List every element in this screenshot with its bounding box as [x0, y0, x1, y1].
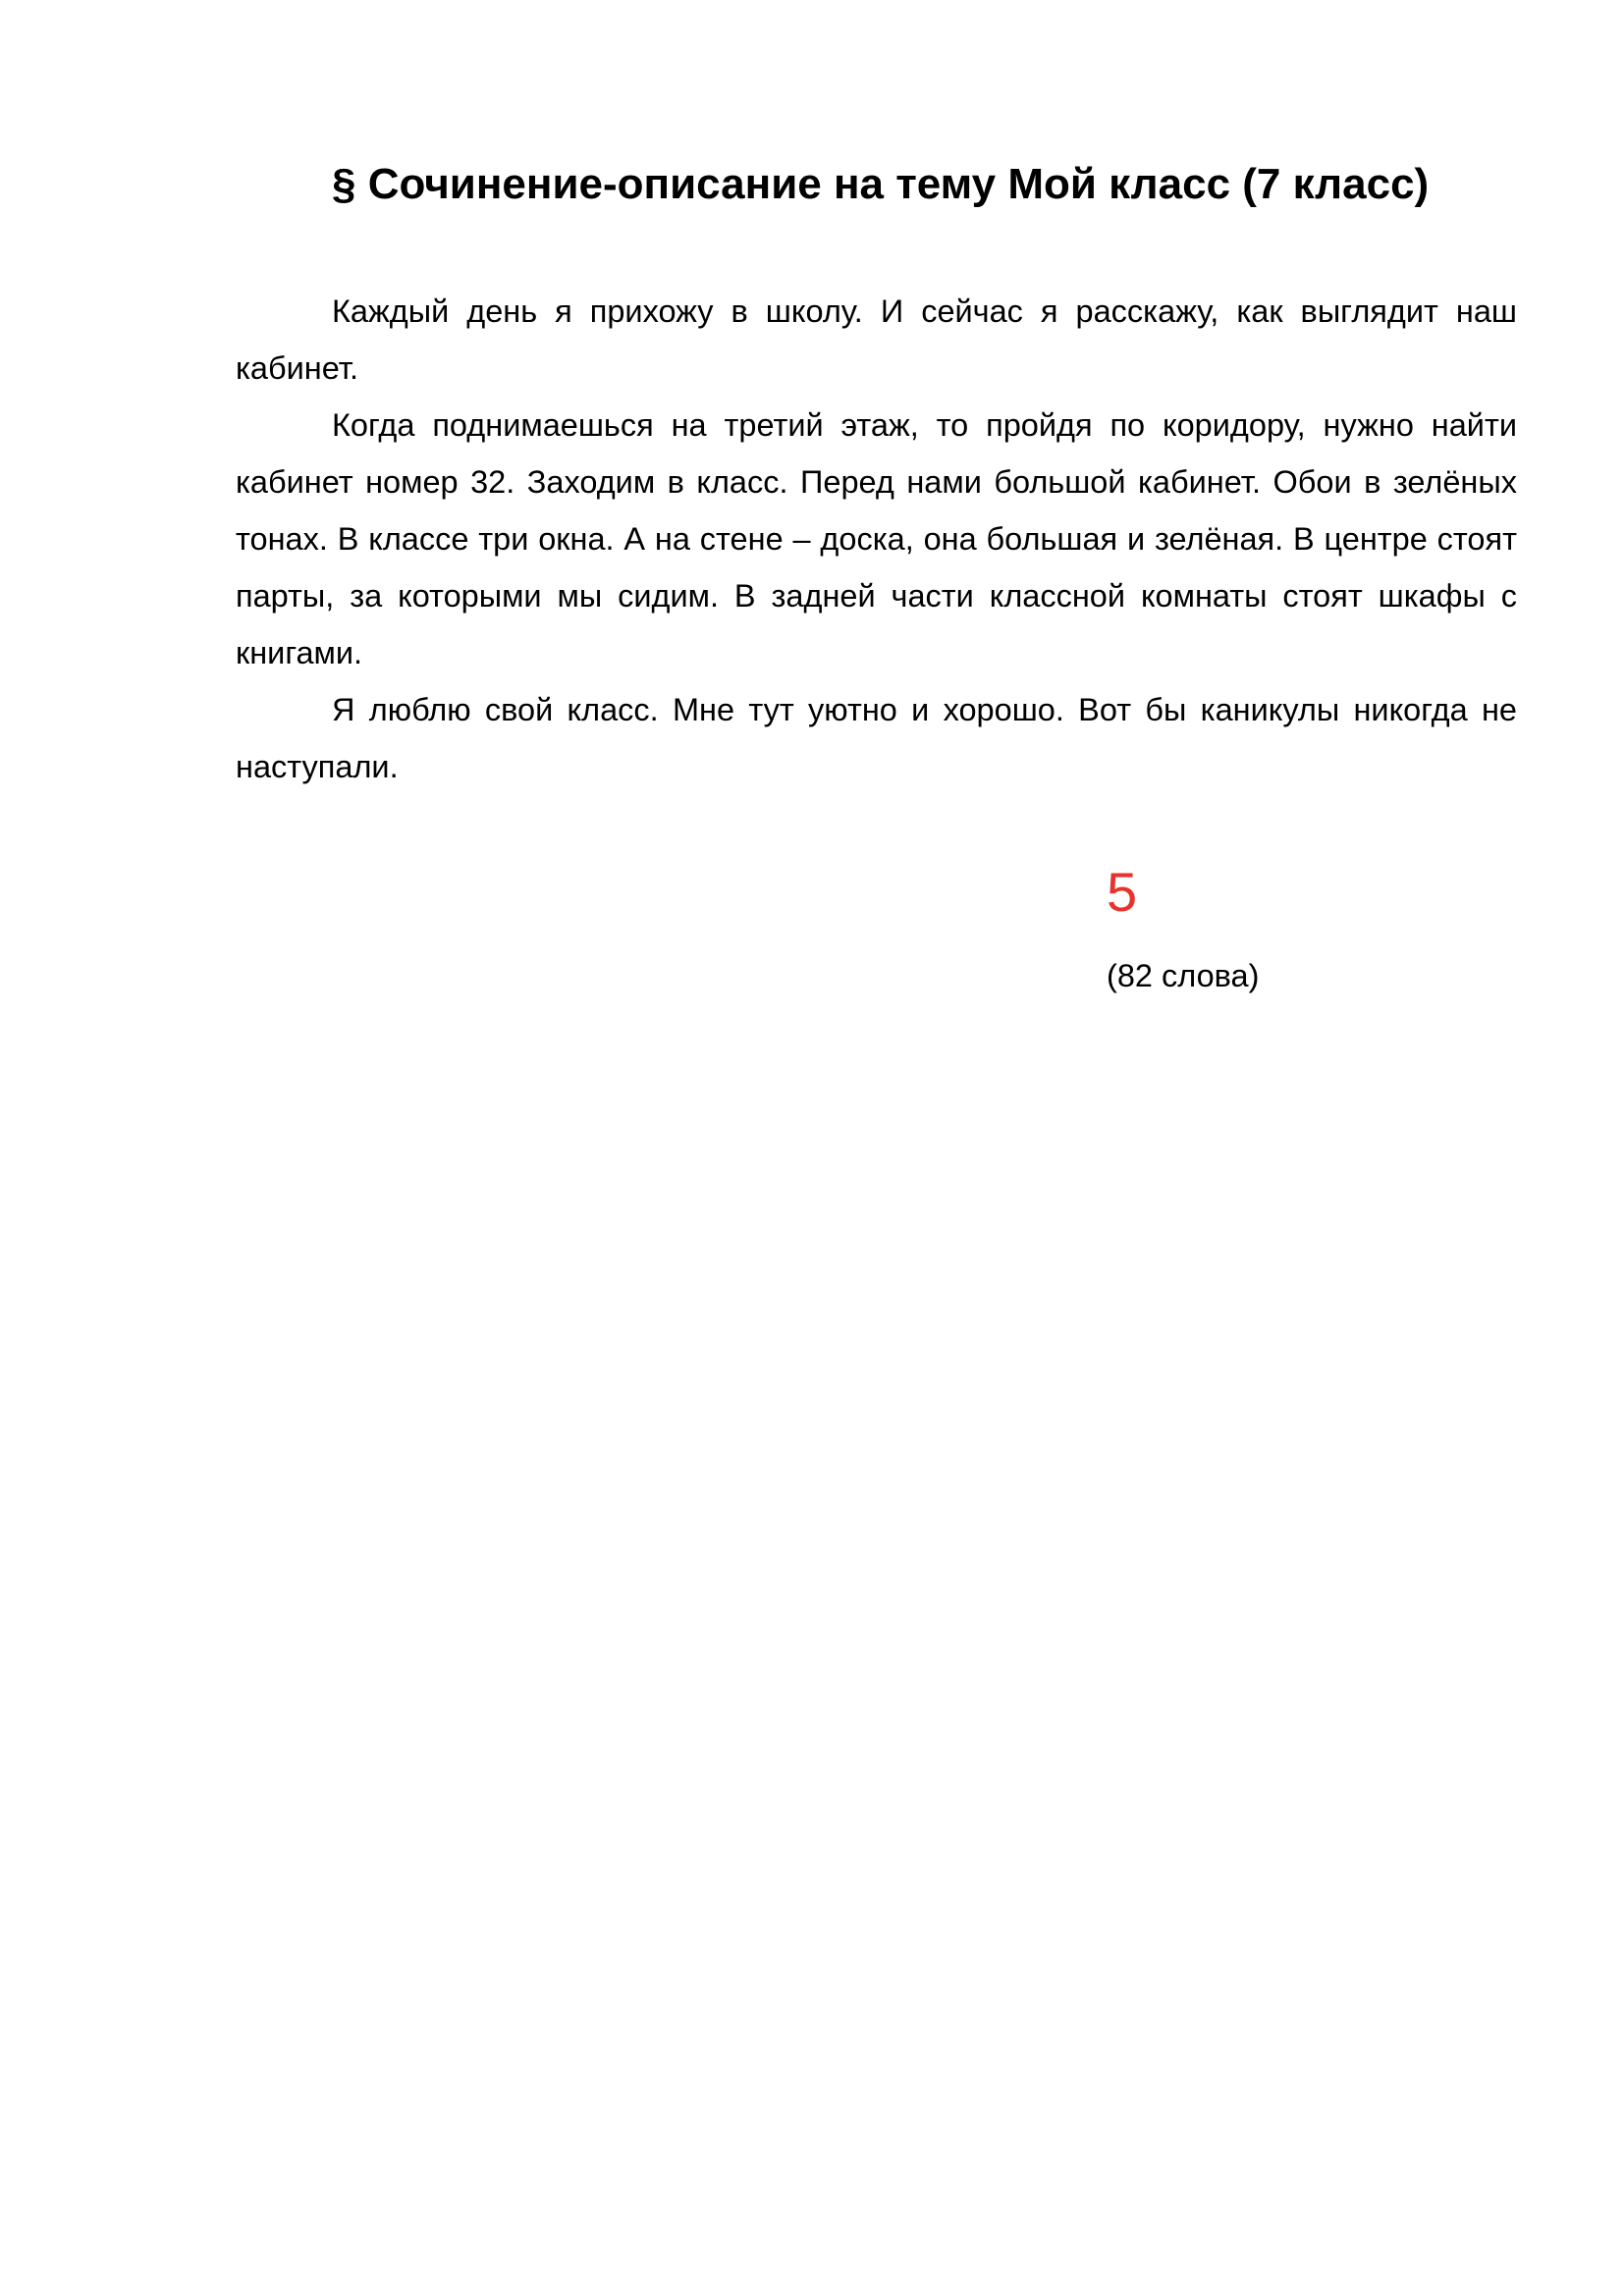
paragraph-1: Каждый день я прихожу в школу. И сейчас я расскажу, как выглядит наш кабинет.: [236, 294, 1517, 386]
paragraph-2: Когда поднимаешься на третий этаж, то пройдя по коридору, нужно найти кабинет номер 32. Заходим в класс. Перед нами большой кабинет. Обои в зелёных тонах. В классе три окна. А на стене – доска, она большая и зелёная. В центре стоят парты, за которыми мы сидим. В задней части классной комнаты стоят шкафы с книгами.: [236, 407, 1517, 670]
essay-title: § Сочинение-описание на тему Мой класс (7 класс): [332, 160, 1430, 208]
word-count: (82 слова): [1107, 958, 1260, 993]
paragraph-3: Я люблю свой класс. Мне тут уютно и хорошо. Вот бы каникулы никогда не наступали.: [236, 692, 1517, 784]
grade-mark: 5: [1107, 861, 1138, 923]
essay-body: [236, 283, 1517, 795]
